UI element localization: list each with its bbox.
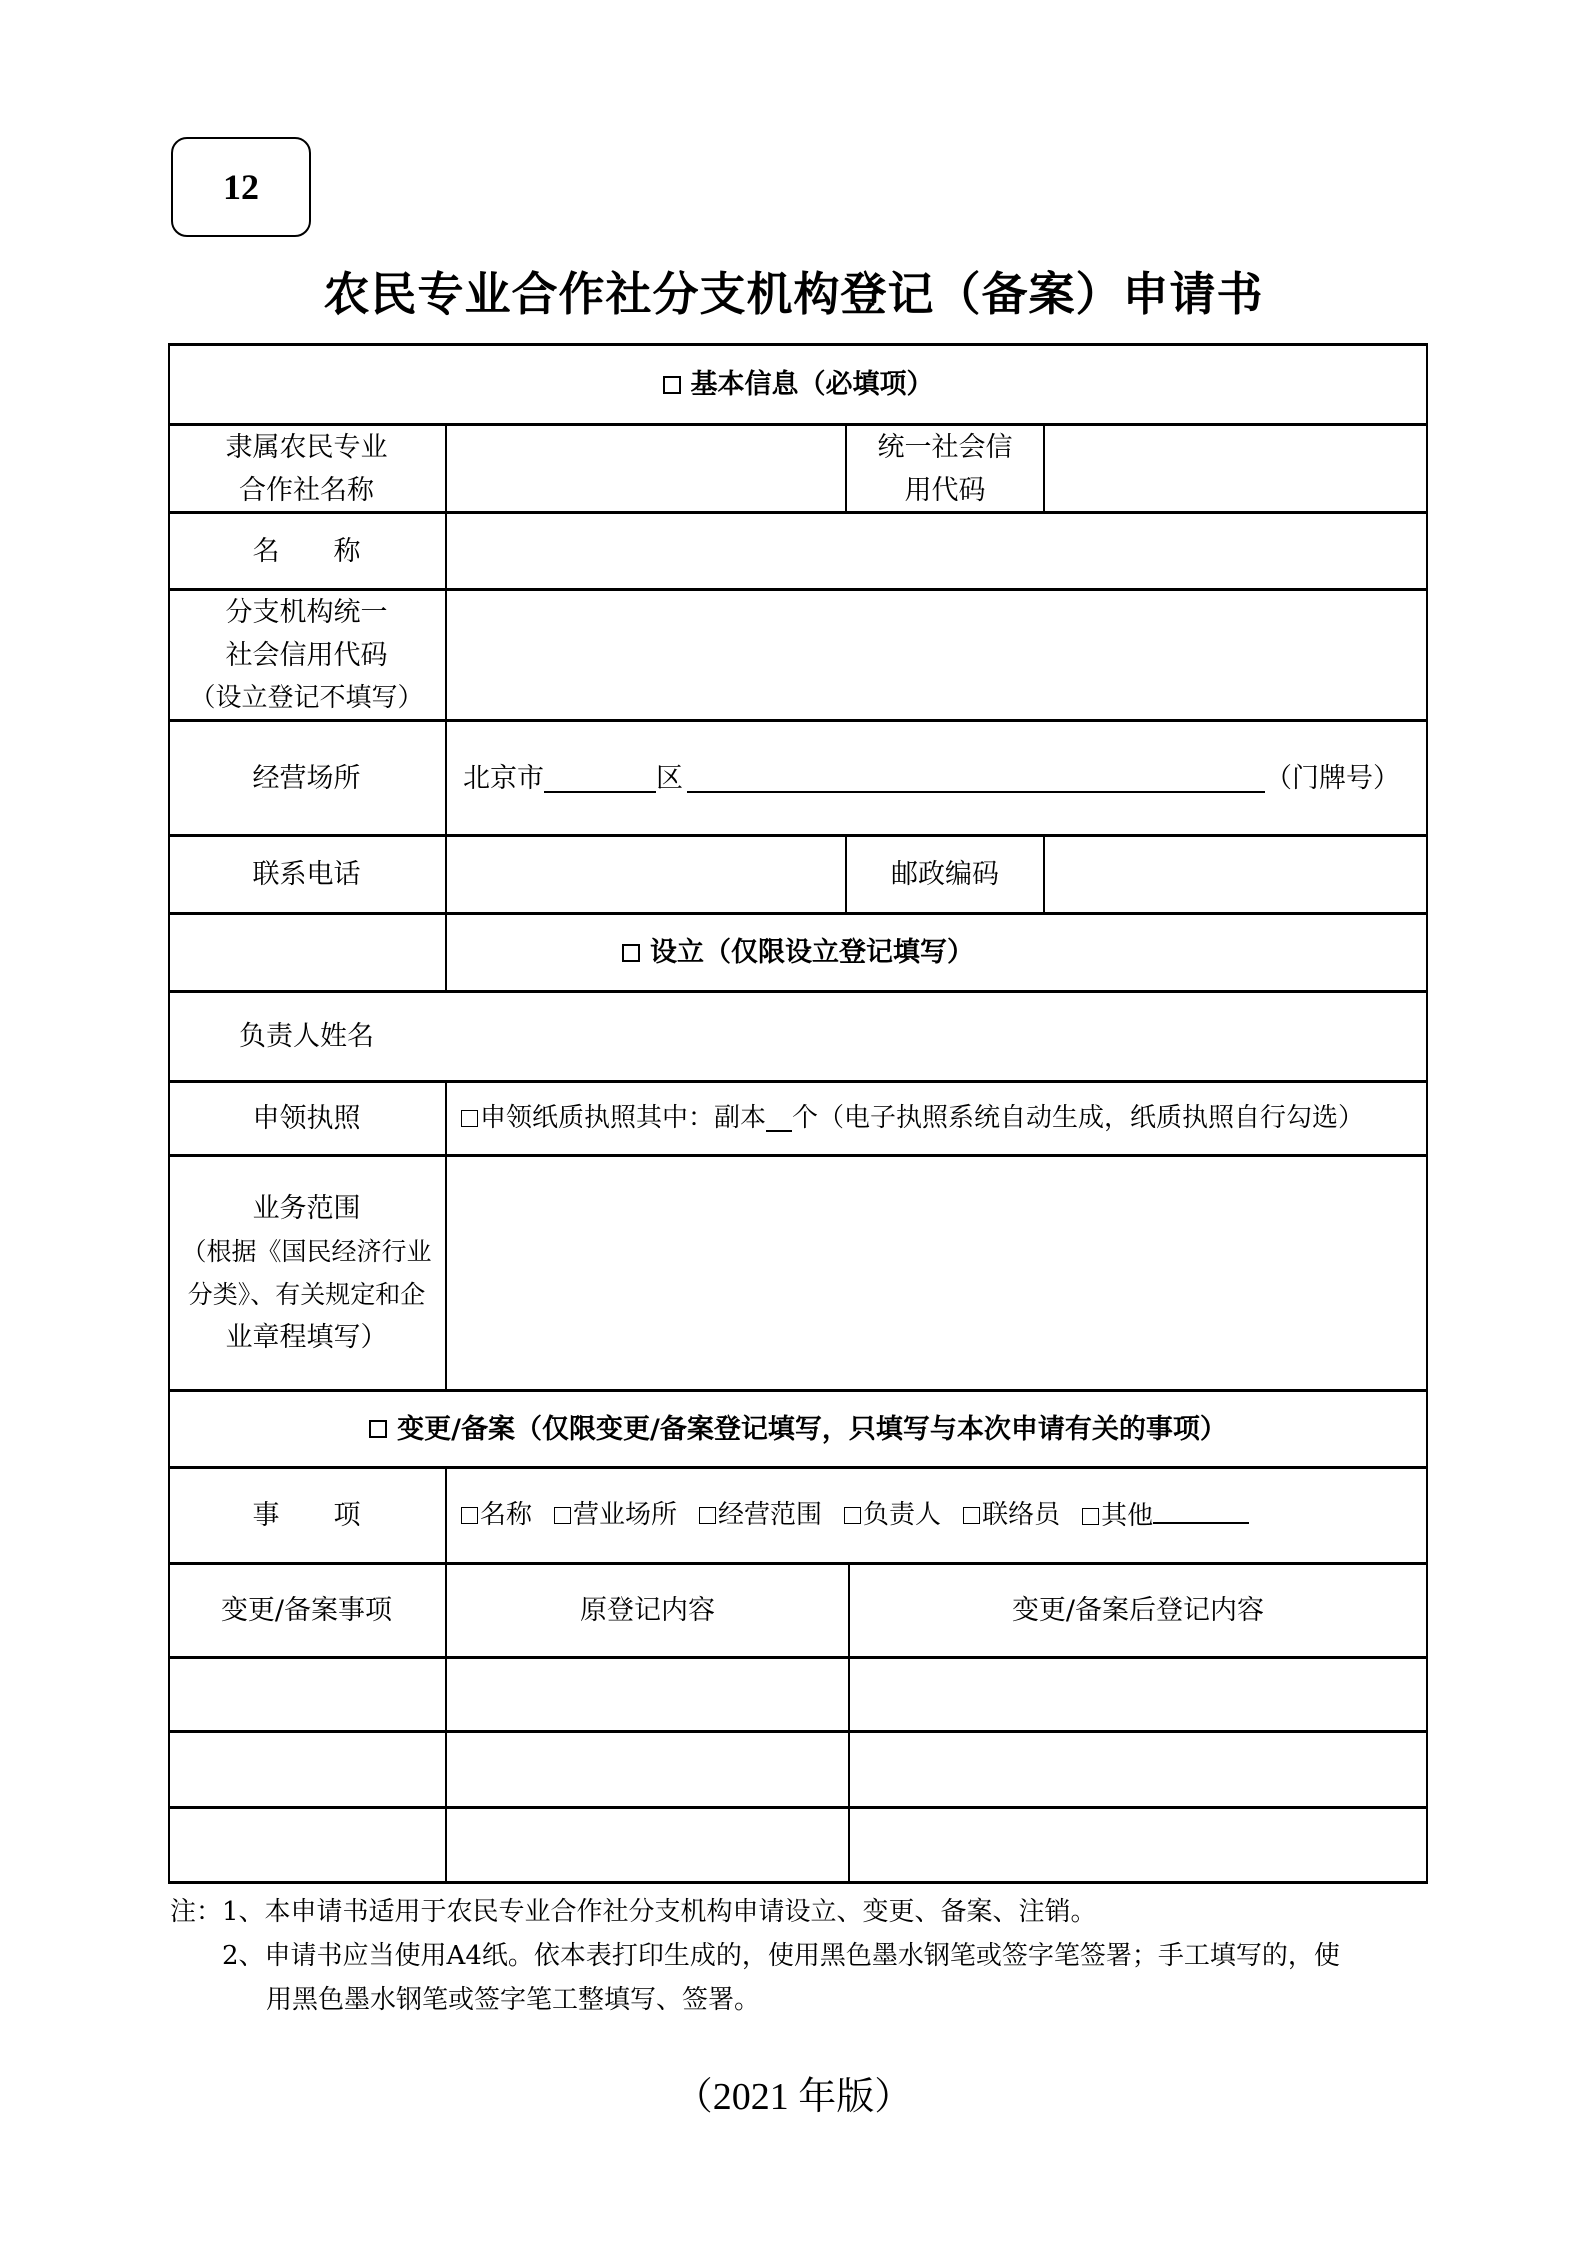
item-scope-label: 经营范围 [718,1500,823,1530]
premises-district: 区 [656,762,683,794]
credit-code-label-line2: 用代码 [904,474,986,506]
item-leader-label: 负责人 [863,1500,942,1530]
leader-field[interactable] [447,993,1426,1080]
form-number-box [171,137,311,237]
notes [170,1890,1440,2022]
change-row-1-original[interactable] [447,1659,848,1730]
form-number: 12 [223,167,259,207]
leader-label: 负责人姓名 [239,1021,374,1052]
scope-field[interactable] [447,1157,1426,1389]
scope-label-line2: （根据《国民经济行业 [181,1237,432,1266]
scope-label-line3: 分类》、有关规定和企 [187,1280,426,1309]
coop-name-field[interactable] [447,426,845,511]
item-liaison-checkbox[interactable] [963,1507,980,1524]
change-row-3-new[interactable] [850,1809,1426,1881]
item-name-label: 名称 [480,1500,533,1530]
license-text-1: 申领纸质执照其中：副本 [480,1103,767,1133]
section-establish-title: 设立（仅限设立登记填写） [650,937,974,968]
item-liaison[interactable] [963,1494,1060,1537]
note-line-2: 2、申请书应当使用A4纸。依本表打印生成的，使用黑色墨水钢笔或签字笔签署；手工填写的，使 [222,1941,1340,1971]
coop-name-label-line1: 隶属农民专业 [225,431,388,463]
section-basic-header [168,346,1428,423]
item-name[interactable] [461,1494,532,1537]
col-item-header: 变更/备案事项 [220,1595,393,1626]
change-row-2-new[interactable] [850,1733,1426,1806]
section-establish-header [168,915,1428,990]
item-premises-label: 营业场所 [573,1500,678,1530]
credit-code-label [847,426,1043,511]
item-scope[interactable] [699,1494,822,1537]
section-establish-checkbox[interactable] [622,944,640,962]
premises-suffix: （门牌号） [1265,762,1400,794]
credit-code-label-line1: 统一社会信 [877,431,1013,463]
branch-code-label-line2: 社会信用代码 [225,639,388,671]
note-line-3: 用黑色墨水钢笔或签字笔工整填写、签署。 [266,1985,761,2015]
item-leader-checkbox[interactable] [844,1507,861,1524]
postcode-field[interactable] [1045,837,1426,912]
note-line-1: 注：1、本申请书适用于农民专业合作社分支机构申请设立、变更、备案、注销。 [170,1897,1097,1927]
other-blank[interactable] [1153,1494,1249,1524]
item-other-label: 其他 [1101,1500,1154,1531]
edition: （2021 年版） [674,2076,913,2118]
license-label: 申领执照 [252,1103,361,1134]
items-label: 事 项 [252,1500,361,1531]
coop-name-label-line2: 合作社名称 [239,474,374,506]
phone-field[interactable] [447,837,845,912]
item-liaison-label: 联络员 [982,1500,1061,1530]
copies-blank[interactable] [766,1106,792,1132]
name-field[interactable] [447,514,1426,588]
change-row-3-item[interactable] [168,1809,445,1881]
change-row-1-item[interactable] [168,1659,445,1730]
district-blank[interactable] [544,763,656,793]
item-premises[interactable] [554,1494,677,1537]
col-new-header: 变更/备案后登记内容 [1011,1595,1265,1626]
section-basic-checkbox[interactable] [663,376,681,394]
scope-label-line1: 业务范围 [252,1193,361,1224]
premises-city: 北京市 [463,762,544,794]
item-premises-checkbox[interactable] [554,1507,571,1524]
item-other[interactable] [1082,1494,1249,1538]
coop-name-label [168,426,445,511]
page-title: 农民专业合作社分支机构登记（备案）申请书 [323,267,1264,321]
item-scope-checkbox[interactable] [699,1507,716,1524]
change-row-2-original[interactable] [447,1733,848,1806]
name-label: 名 称 [252,535,361,567]
section-change-checkbox[interactable] [369,1420,387,1438]
branch-code-label-line1: 分支机构统一 [225,596,388,628]
change-row-2-item[interactable] [168,1733,445,1806]
branch-code-field[interactable] [447,591,1426,719]
premises-field[interactable] [447,722,1426,834]
postcode-label: 邮政编码 [891,859,999,890]
branch-code-label [168,591,445,719]
change-row-1-new[interactable] [850,1659,1426,1730]
item-leader[interactable] [844,1494,941,1537]
credit-code-field[interactable] [1045,426,1426,511]
premises-label: 经营场所 [252,762,361,794]
item-name-checkbox[interactable] [461,1507,478,1524]
branch-code-label-line3: （设立登记不填写） [189,682,424,713]
paper-license-checkbox[interactable] [461,1110,478,1127]
item-other-checkbox[interactable] [1082,1508,1099,1525]
phone-label: 联系电话 [252,859,361,890]
section-basic-title: 基本信息（必填项） [690,369,934,400]
col-original-header: 原登记内容 [580,1595,715,1626]
license-field [447,1083,1426,1154]
scope-label [168,1157,445,1389]
section-change-header [168,1392,1428,1466]
application-form-table [168,343,1428,1884]
license-text-2: 个（电子执照系统自动生成，纸质执照自行勾选） [792,1103,1365,1133]
items-field [447,1469,1426,1562]
scope-label-line4: 业章程填写） [225,1322,388,1353]
section-change-title: 变更/备案（仅限变更/备案登记填写，只填写与本次申请有关的事项） [397,1413,1227,1445]
change-row-3-original[interactable] [447,1809,848,1881]
street-blank[interactable] [687,763,1265,793]
